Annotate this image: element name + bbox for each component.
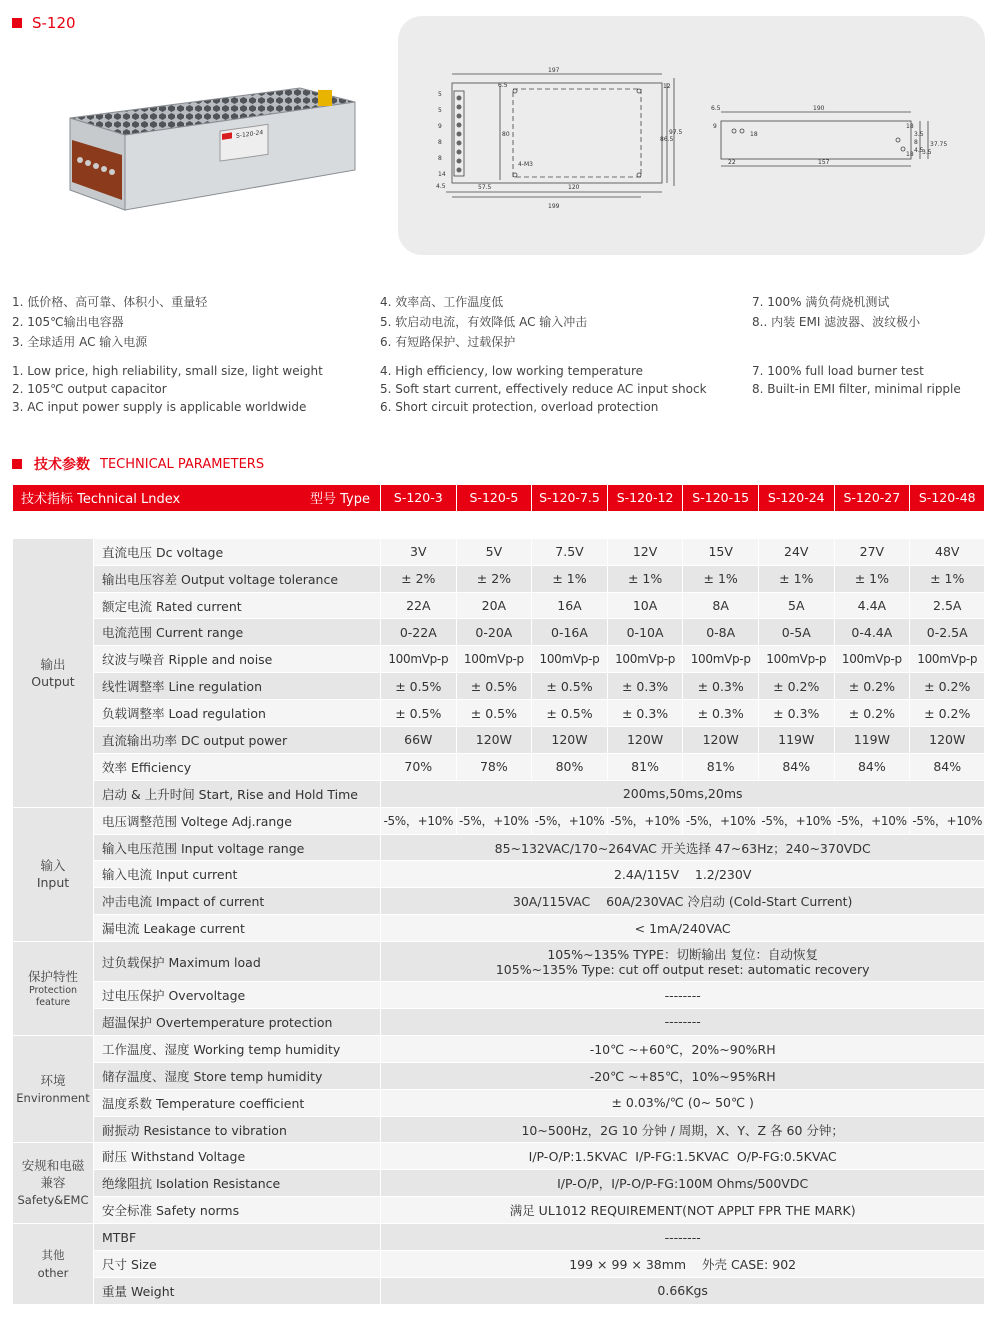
value-cell: 12V bbox=[607, 538, 683, 565]
feature-item: 3. AC input power supply is applicable worldwide bbox=[12, 400, 307, 414]
value-cell: -5%，+10% bbox=[758, 807, 834, 834]
feature-item: 1. Low price, high reliability, small size, light weight bbox=[12, 364, 323, 378]
param-name: 漏电流 Leakage current bbox=[94, 915, 381, 942]
param-name: 绝缘阻抗 Isolation Resistance bbox=[94, 1170, 381, 1197]
value-cell: 100mVp-p bbox=[607, 646, 683, 673]
value-cell: ± 0.2% bbox=[910, 673, 985, 700]
param-name: 线性调整率 Line regulation bbox=[94, 673, 381, 700]
value-cell: 0-8A bbox=[683, 619, 759, 646]
value-cell: 0-5A bbox=[758, 619, 834, 646]
param-name: 直流电压 Dc voltage bbox=[94, 538, 381, 565]
table-row bbox=[13, 1197, 985, 1224]
table-row bbox=[13, 538, 985, 565]
feature-item: 6. Short circuit protection, overload protection bbox=[380, 400, 659, 414]
group-label-zh: 兼容 bbox=[40, 1175, 66, 1191]
title-square-icon bbox=[12, 18, 22, 28]
feature-item: 8.. 内装 EMI 滤波器、波纹极小 bbox=[752, 315, 921, 329]
table-row bbox=[13, 1035, 985, 1062]
product-title bbox=[12, 14, 76, 32]
table-row bbox=[13, 1009, 985, 1036]
table-row bbox=[13, 982, 985, 1009]
features-zh-col2 bbox=[380, 292, 587, 352]
group-environment bbox=[13, 1035, 94, 1143]
value-line-en: 105%~135% Type: cut off output reset: automatic recovery bbox=[495, 961, 870, 977]
table-row bbox=[13, 673, 985, 700]
param-name: 耐振动 Resistance to vibration bbox=[94, 1116, 381, 1143]
model-header: S-120-12 bbox=[607, 485, 683, 512]
table-row bbox=[13, 646, 985, 673]
features-en-col3 bbox=[752, 362, 961, 398]
param-name: 耐压 Withstand Voltage bbox=[94, 1143, 381, 1170]
group-label-en: Input bbox=[36, 875, 70, 891]
value-cell: -5%，+10% bbox=[910, 807, 985, 834]
param-name: 效率 Efficiency bbox=[94, 753, 381, 780]
group-label-zh: 环境 bbox=[40, 1072, 66, 1088]
feature-item: 6. 有短路保护、过载保护 bbox=[380, 335, 516, 349]
model-header: S-120-15 bbox=[683, 485, 759, 512]
value-cell: 满足 UL1012 REQUIREMENT(NOT APPLT FPR THE MARK) bbox=[381, 1197, 985, 1224]
value-cell: 78% bbox=[456, 753, 532, 780]
value-cell: 30A/115VAC 60A/230VAC 冷启动 (Cold-Start Current) bbox=[381, 888, 985, 915]
value-cell: 24V bbox=[758, 538, 834, 565]
param-name: 过负载保护 Maximum load bbox=[94, 942, 381, 982]
spec-table bbox=[12, 484, 985, 1305]
dim-4-5: 4.5 bbox=[436, 183, 446, 190]
section-title-zh: 技术参数 bbox=[34, 457, 90, 473]
value-cell: ± 0.3% bbox=[607, 700, 683, 727]
value-cell: 15V bbox=[683, 538, 759, 565]
feature-item: 2. 105℃ output capacitor bbox=[12, 382, 167, 396]
value-cell: 70% bbox=[381, 753, 457, 780]
value-cell: 100mVp-p bbox=[758, 646, 834, 673]
group-input bbox=[13, 807, 94, 941]
group-label-zh: 保护特性 bbox=[27, 969, 78, 985]
group-label-en: Output bbox=[31, 673, 75, 689]
value-cell: ± 2% bbox=[381, 565, 457, 592]
dim-97-5: 97.5 bbox=[669, 129, 683, 136]
value-cell: ± 0.2% bbox=[834, 700, 910, 727]
dim-6-5-top: 6.5 bbox=[498, 82, 508, 89]
value-cell: ± 0.5% bbox=[532, 700, 608, 727]
value-cell: ± 0.3% bbox=[683, 700, 759, 727]
value-cell: 0-22A bbox=[381, 619, 457, 646]
param-name: 纹波与噪音 Ripple and noise bbox=[94, 646, 381, 673]
param-name: 输入电压范围 Input voltage range bbox=[94, 834, 381, 861]
side-dim-3-5b: 3.5 bbox=[922, 149, 932, 156]
side-dim-37-75: 37.75 bbox=[930, 141, 948, 148]
dim-4-m3: 4-M3 bbox=[518, 161, 533, 168]
value-cell: -5%，+10% bbox=[834, 807, 910, 834]
value-cell: 0-16A bbox=[532, 619, 608, 646]
features-zh-col1 bbox=[12, 292, 207, 352]
feature-item: 1. 低价格、高可靠、体积小、重量轻 bbox=[12, 295, 208, 309]
value-cell: -------- bbox=[381, 1224, 985, 1251]
value-cell: 85~132VAC/170~264VAC 开关选择 47~63Hz；240~370VDC bbox=[381, 834, 985, 861]
table-row bbox=[13, 753, 985, 780]
side-dim-6-5: 6.5 bbox=[711, 105, 721, 112]
value-cell: 100mVp-p bbox=[381, 646, 457, 673]
table-row bbox=[13, 888, 985, 915]
value-cell: -20℃ ~+85℃，10%~95%RH bbox=[381, 1062, 985, 1089]
value-cell: 119W bbox=[758, 727, 834, 754]
value-cell: -5%，+10% bbox=[683, 807, 759, 834]
feature-item: 4. 效率高、工作温度低 bbox=[380, 295, 504, 309]
value-cell: 84% bbox=[910, 753, 985, 780]
value-cell: 0-20A bbox=[456, 619, 532, 646]
model-header: S-120-27 bbox=[834, 485, 910, 512]
feature-item: 7. 100% full load burner test bbox=[752, 364, 924, 378]
param-name: 储存温度、湿度 Store temp humidity bbox=[94, 1062, 381, 1089]
feature-item: 8. Built-in EMI filter, minimal ripple bbox=[752, 382, 961, 396]
value-cell: 199 × 99 × 38mm 外壳 CASE: 902 bbox=[381, 1251, 985, 1278]
value-cell: 10A bbox=[607, 592, 683, 619]
param-name: 安全标准 Safety norms bbox=[94, 1197, 381, 1224]
table-header bbox=[13, 485, 985, 512]
value-cell: ± 0.5% bbox=[456, 700, 532, 727]
table-row bbox=[13, 592, 985, 619]
value-cell: 22A bbox=[381, 592, 457, 619]
table-row bbox=[13, 861, 985, 888]
features-zh-col3 bbox=[752, 292, 920, 332]
side-dim-18c: 18 bbox=[906, 151, 914, 158]
value-cell: ± 0.5% bbox=[381, 673, 457, 700]
param-name: 启动 & 上升时间 Start, Rise and Hold Time bbox=[94, 780, 381, 807]
table-row bbox=[13, 1116, 985, 1143]
table-row bbox=[13, 1143, 985, 1170]
value-cell: 80% bbox=[532, 753, 608, 780]
param-name: 输入电流 Input current bbox=[94, 861, 381, 888]
value-cell: -------- bbox=[381, 982, 985, 1009]
param-name: 工作温度、湿度 Working temp humidity bbox=[94, 1035, 381, 1062]
param-name: 超温保护 Overtemperature protection bbox=[94, 1009, 381, 1036]
value-cell: 5A bbox=[758, 592, 834, 619]
value-cell: 0.66Kgs bbox=[381, 1277, 985, 1304]
dim-14: 14 bbox=[438, 171, 446, 178]
value-cell: 10~500Hz，2G 10 分钟 / 周期，X、Y、Z 各 60 分钟； bbox=[381, 1116, 985, 1143]
dim-86-5: 86.5 bbox=[660, 136, 674, 143]
group-label-en: Environment bbox=[16, 1090, 90, 1105]
side-dim-4-5: 4.5 bbox=[914, 147, 924, 154]
value-cell: ± 0.2% bbox=[758, 673, 834, 700]
param-name: 电压调整范围 Voltege Adj.range bbox=[94, 807, 381, 834]
value-cell: < 1mA/240VAC bbox=[381, 915, 985, 942]
param-name: 尺寸 Size bbox=[94, 1251, 381, 1278]
dim-199: 199 bbox=[548, 203, 560, 210]
dim-8a: 8 bbox=[438, 139, 442, 146]
model-header: S-120-7.5 bbox=[532, 485, 608, 512]
value-cell: ± 1% bbox=[910, 565, 985, 592]
value-cell: 0-4.4A bbox=[834, 619, 910, 646]
dim-80: 80 bbox=[502, 131, 510, 138]
value-cell: I/P-O/P，I/P-O/P-FG:100M Ohms/500VDC bbox=[381, 1170, 985, 1197]
value-cell: 27V bbox=[834, 538, 910, 565]
value-cell: ± 0.03%/℃ (0~ 50℃ ) bbox=[381, 1089, 985, 1116]
value-cell: ± 1% bbox=[683, 565, 759, 592]
dimension-drawing bbox=[398, 16, 985, 255]
value-cell: 7.5V bbox=[532, 538, 608, 565]
value-cell: 2.4A/115V 1.2/230V bbox=[381, 861, 985, 888]
value-cell: ± 0.5% bbox=[532, 673, 608, 700]
value-cell: -5%，+10% bbox=[607, 807, 683, 834]
param-name: 电流范围 Current range bbox=[94, 619, 381, 646]
model-header: S-120-48 bbox=[910, 485, 985, 512]
dim-197: 197 bbox=[548, 67, 560, 74]
side-dim-18b: 18 bbox=[906, 123, 914, 130]
features-en-col2 bbox=[380, 362, 707, 416]
side-dim-9: 9 bbox=[713, 123, 717, 130]
product-label: S-120-24 bbox=[236, 129, 264, 140]
table-row bbox=[13, 834, 985, 861]
terminal-block bbox=[454, 91, 464, 176]
value-cell: 81% bbox=[607, 753, 683, 780]
param-name: MTBF bbox=[94, 1224, 381, 1251]
value-cell: I/P-O/P:1.5KVAC I/P-FG:1.5KVAC O/P-FG:0.5KVAC bbox=[381, 1143, 985, 1170]
value-cell: 84% bbox=[834, 753, 910, 780]
value-cell: 100mVp-p bbox=[683, 646, 759, 673]
features-en-col1 bbox=[12, 362, 323, 416]
value-cell: 4.4A bbox=[834, 592, 910, 619]
table-row bbox=[13, 619, 985, 646]
param-name: 过电压保护 Overvoltage bbox=[94, 982, 381, 1009]
header-type-label: 型号 Type bbox=[310, 492, 370, 507]
model-header: S-120-5 bbox=[456, 485, 532, 512]
param-name: 额定电流 Rated current bbox=[94, 592, 381, 619]
side-dim-3-5: 3.5 bbox=[914, 131, 924, 138]
value-cell: 100mVp-p bbox=[910, 646, 985, 673]
side-view bbox=[721, 112, 928, 166]
value-cell: 120W bbox=[532, 727, 608, 754]
feature-item: 2. 105℃输出电容器 bbox=[12, 315, 124, 329]
param-name: 冲击电流 Impact of current bbox=[94, 888, 381, 915]
value-cell: -5%，+10% bbox=[532, 807, 608, 834]
value-cell: 5V bbox=[456, 538, 532, 565]
group-label-zh: 输入 bbox=[40, 858, 66, 874]
group-other bbox=[13, 1224, 94, 1305]
value-cell: 120W bbox=[456, 727, 532, 754]
group-label-en: Protection feature bbox=[28, 985, 78, 1009]
group-label-en: other bbox=[37, 1265, 69, 1280]
value-line-zh: 105%~135% TYPE：切断输出 复位：自动恢复 bbox=[547, 946, 818, 962]
table-row bbox=[13, 1251, 985, 1278]
group-label-en: Safety&EMC bbox=[17, 1193, 89, 1208]
group-label-zh: 安规和电磁 bbox=[21, 1158, 85, 1174]
side-dim-190: 190 bbox=[813, 105, 825, 112]
value-cell: -------- bbox=[381, 1009, 985, 1036]
table-row bbox=[13, 700, 985, 727]
value-cell: ± 1% bbox=[758, 565, 834, 592]
value-cell: 200ms,50ms,20ms bbox=[381, 780, 985, 807]
value-cell: 100mVp-p bbox=[834, 646, 910, 673]
value-cell: ± 1% bbox=[834, 565, 910, 592]
dim-9: 9 bbox=[438, 123, 442, 130]
value-cell: ± 0.3% bbox=[683, 673, 759, 700]
dimension-drawing-panel bbox=[398, 16, 985, 255]
group-output bbox=[13, 538, 94, 807]
table-row bbox=[13, 1224, 985, 1251]
dim-57-5: 57.5 bbox=[478, 184, 492, 191]
value-cell: ± 0.2% bbox=[834, 673, 910, 700]
table-row bbox=[13, 942, 985, 982]
table-row bbox=[13, 1277, 985, 1304]
side-dim-8: 8 bbox=[914, 139, 918, 146]
side-dim-22: 22 bbox=[728, 159, 736, 166]
value-cell: 20A bbox=[456, 592, 532, 619]
value-cell: ± 1% bbox=[607, 565, 683, 592]
param-name: 输出电压容差 Output voltage tolerance bbox=[94, 565, 381, 592]
value-cell: ± 0.3% bbox=[758, 700, 834, 727]
param-name: 温度系数 Temperature coefficient bbox=[94, 1089, 381, 1116]
product-title-text: S-120 bbox=[32, 14, 76, 32]
value-cell: 84% bbox=[758, 753, 834, 780]
dim-5a: 5 bbox=[438, 91, 442, 98]
value-cell: ± 0.5% bbox=[381, 700, 457, 727]
param-name: 负载调整率 Load regulation bbox=[94, 700, 381, 727]
value-cell: 3V bbox=[381, 538, 457, 565]
value-cell: 0-10A bbox=[607, 619, 683, 646]
param-name: 直流输出功率 DC output power bbox=[94, 727, 381, 754]
value-cell: ± 2% bbox=[456, 565, 532, 592]
value-cell: 8A bbox=[683, 592, 759, 619]
feature-item: 7. 100% 满负荷烧机测试 bbox=[752, 295, 890, 309]
value-cell: 81% bbox=[683, 753, 759, 780]
side-dim-18a: 18 bbox=[750, 131, 758, 138]
param-name: 重量 Weight bbox=[94, 1277, 381, 1304]
value-cell: -5%，+10% bbox=[456, 807, 532, 834]
table-row bbox=[13, 565, 985, 592]
feature-item: 5. 软启动电流，有效降低 AC 输入冲击 bbox=[380, 315, 588, 329]
model-header: S-120-3 bbox=[381, 485, 457, 512]
dim-12: 12 bbox=[663, 83, 671, 90]
section-square-icon bbox=[12, 459, 22, 469]
power-supply-image bbox=[50, 80, 370, 230]
table-row bbox=[13, 1170, 985, 1197]
header-corner bbox=[13, 485, 381, 512]
value-cell: 48V bbox=[910, 538, 985, 565]
value-cell: 0-2.5A bbox=[910, 619, 985, 646]
group-protection bbox=[13, 942, 94, 1036]
value-cell: ± 0.2% bbox=[910, 700, 985, 727]
dim-8b: 8 bbox=[438, 155, 442, 162]
value-cell: 100mVp-p bbox=[532, 646, 608, 673]
value-cell: ± 0.3% bbox=[607, 673, 683, 700]
table-row bbox=[13, 807, 985, 834]
group-label-zh: 输出 bbox=[40, 656, 66, 672]
feature-item: 3. 全球适用 AC 输入电源 bbox=[12, 335, 148, 349]
header-index-label: 技术指标 Technical Lndex bbox=[21, 491, 181, 507]
value-cell: -5%，+10% bbox=[381, 807, 457, 834]
top-view bbox=[446, 74, 674, 197]
table-row bbox=[13, 780, 985, 807]
value-cell: 66W bbox=[381, 727, 457, 754]
table-row bbox=[13, 1089, 985, 1116]
value-cell: -10℃ ~+60℃，20%~90%RH bbox=[381, 1035, 985, 1062]
feature-item: 5. Soft start current, effectively reduce AC input shock bbox=[380, 382, 707, 396]
table-row bbox=[13, 915, 985, 942]
value-cell: 119W bbox=[834, 727, 910, 754]
value-cell: 100mVp-p bbox=[456, 646, 532, 673]
value-cell: 2.5A bbox=[910, 592, 985, 619]
group-label-zh: 其他 bbox=[41, 1247, 65, 1262]
table-row bbox=[13, 727, 985, 754]
value-cell: ± 1% bbox=[532, 565, 608, 592]
value-cell: ± 0.5% bbox=[456, 673, 532, 700]
side-dim-157: 157 bbox=[818, 159, 830, 166]
dim-5b: 5 bbox=[438, 107, 442, 114]
model-header: S-120-24 bbox=[758, 485, 834, 512]
dim-120: 120 bbox=[568, 184, 580, 191]
group-safety bbox=[13, 1143, 94, 1224]
value-cell bbox=[381, 942, 985, 982]
section-title bbox=[12, 454, 264, 474]
feature-item: 4. High efficiency, low working temperature bbox=[380, 364, 644, 378]
table-row bbox=[13, 1062, 985, 1089]
value-cell: 16A bbox=[532, 592, 608, 619]
value-cell: 120W bbox=[910, 727, 985, 754]
value-cell: 120W bbox=[607, 727, 683, 754]
section-title-en: TECHNICAL PARAMETERS bbox=[100, 456, 265, 472]
value-cell: 120W bbox=[683, 727, 759, 754]
